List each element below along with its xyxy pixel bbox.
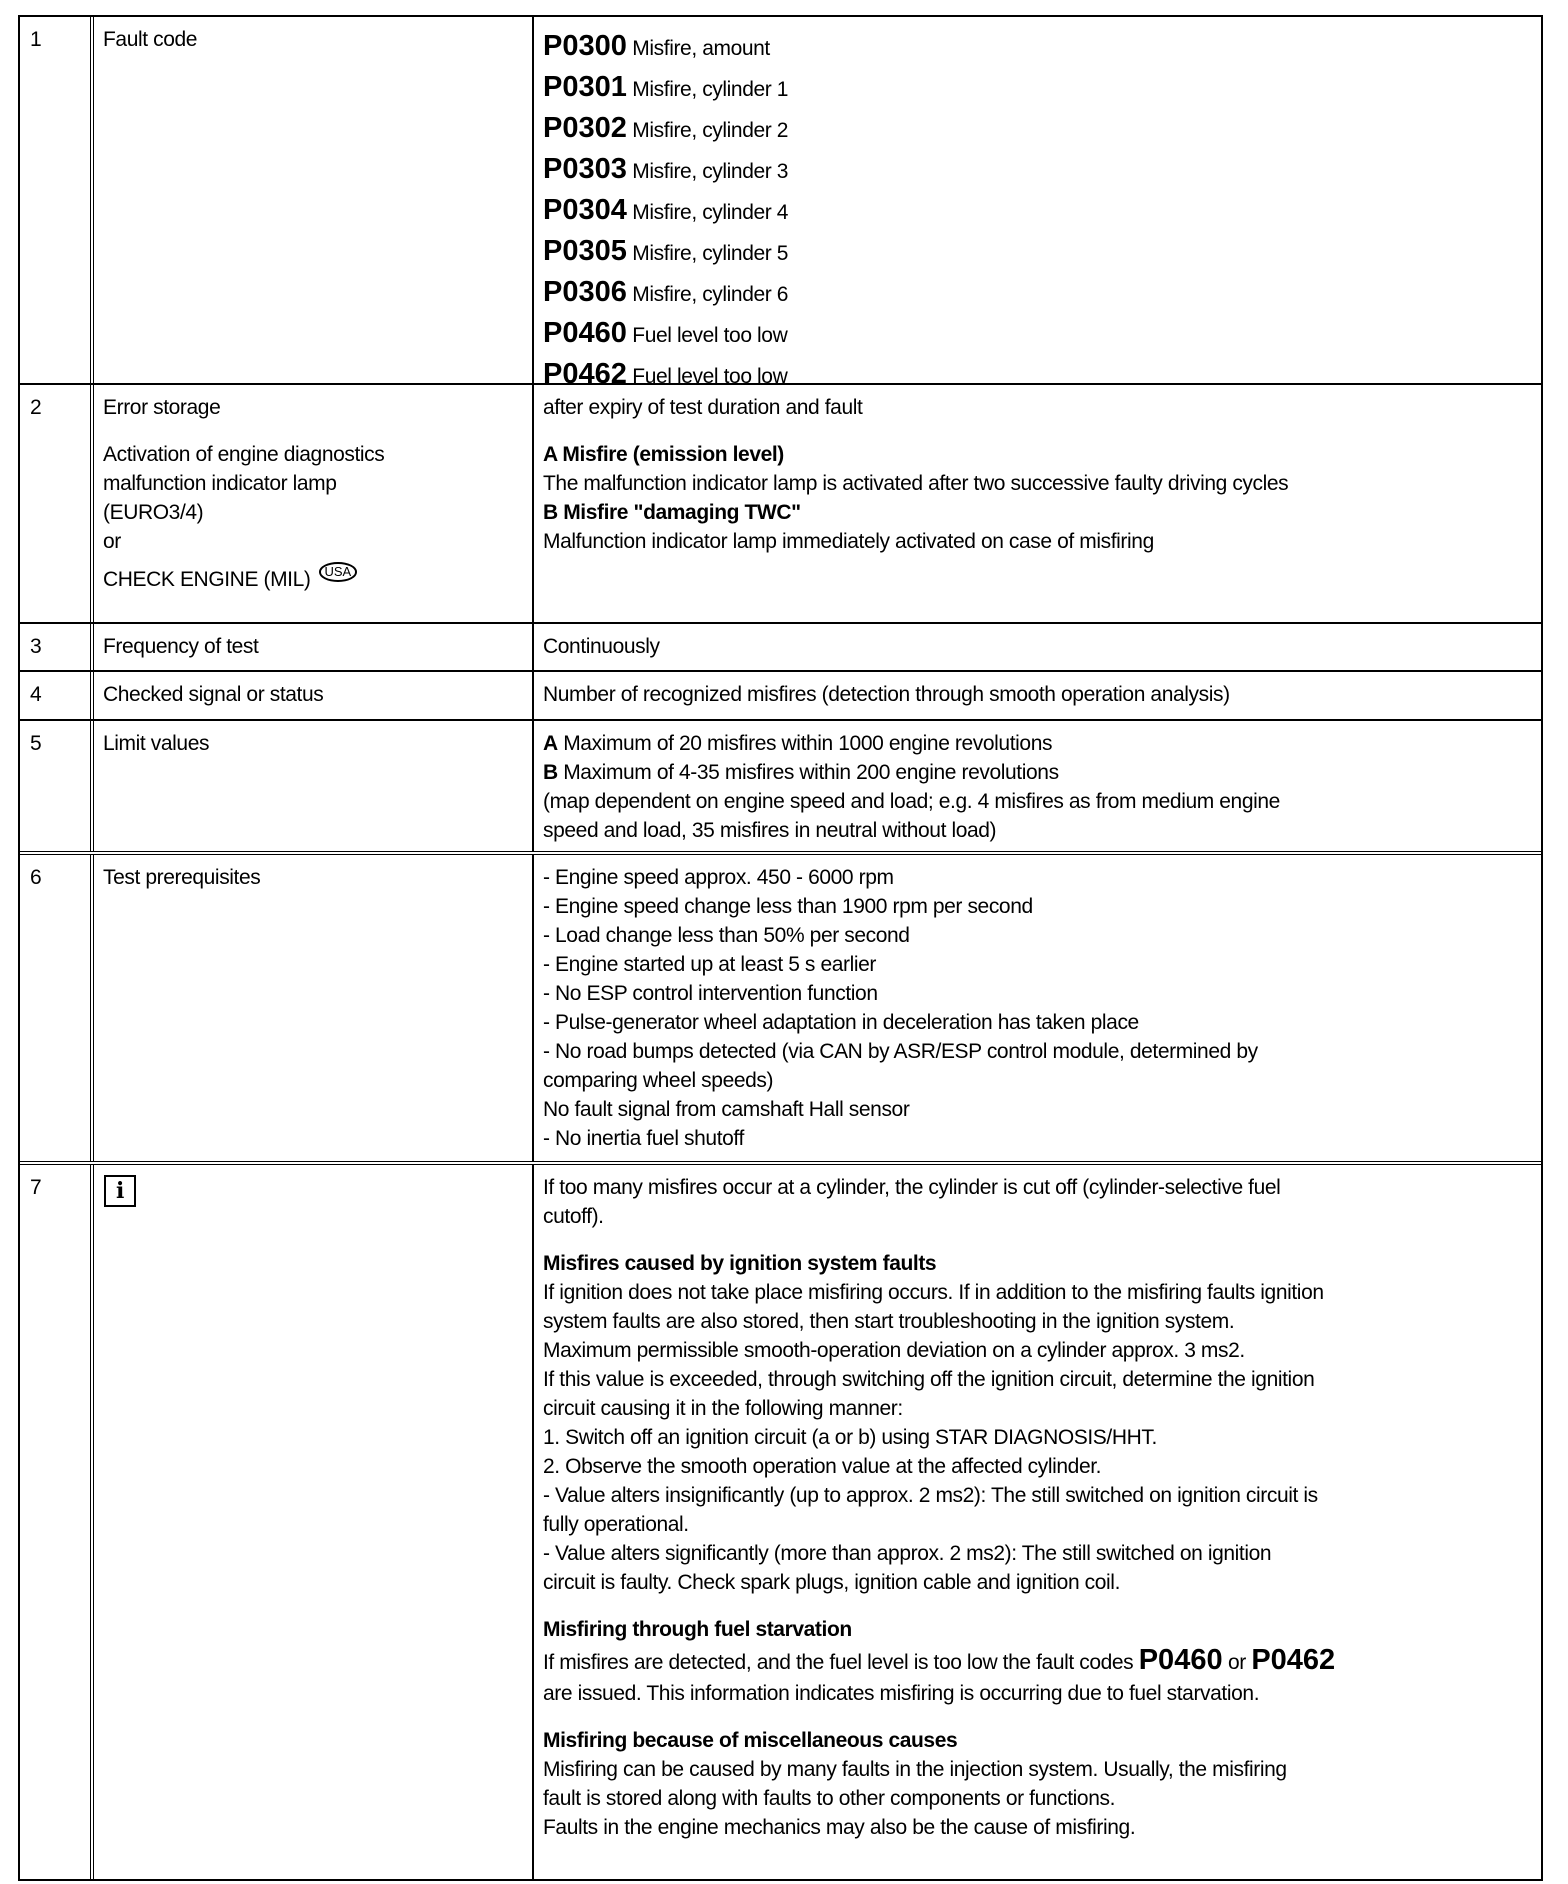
row-label: Checked signal or status <box>103 683 324 706</box>
limit-b <box>543 758 1541 787</box>
usa-badge-icon: USA <box>319 562 358 582</box>
ignition-text-line: - Value alters significantly (more than approx. 2 ms2): The still switched on ignition <box>543 1542 1272 1565</box>
fault-code-description: Misfire, cylinder 5 <box>632 242 789 265</box>
intro-line: cutoff). <box>543 1205 604 1228</box>
fault-code: P0304 <box>543 194 627 226</box>
fault-code-item <box>543 273 1541 314</box>
row-number: 6 <box>30 866 42 889</box>
fault-code-item <box>543 191 1541 232</box>
fault-code-description: Misfire, amount <box>632 37 770 60</box>
limit-b-prefix: B <box>543 761 558 784</box>
error-storage-value: after expiry of test duration and fault <box>543 396 863 419</box>
check-engine-label <box>103 565 532 594</box>
misfire-b-text: Malfunction indicator lamp immediately activated on case of misfiring <box>543 530 1154 553</box>
row-label: Fault code <box>103 28 198 51</box>
limit-b-text: Maximum of 4-35 misfires within 200 engine revolutions <box>557 761 1059 784</box>
ignition-text-line: system faults are also stored, then start troubleshooting in the ignition system. <box>543 1310 1235 1333</box>
fault-code: P0462 <box>543 358 627 390</box>
row-number: 4 <box>30 683 42 706</box>
fault-code-description: Misfire, cylinder 3 <box>632 160 789 183</box>
fault-code: P0300 <box>543 30 627 62</box>
ignition-text-line: 2. Observe the smooth operation value at the affected cylinder. <box>543 1455 1102 1478</box>
row-label: Limit values <box>103 732 210 755</box>
ignition-text-line: If this value is exceeded, through switching off the ignition circuit, determine the ignition <box>543 1368 1315 1391</box>
fault-code-item <box>543 150 1541 191</box>
misc-causes-heading: Misfiring because of miscellaneous causes <box>543 1729 958 1752</box>
prerequisite-item: - Engine started up at least 5 s earlier <box>543 953 877 976</box>
limit-a-text: Maximum of 20 misfires within 1000 engine revolutions <box>557 732 1053 755</box>
misc-text-line: Faults in the engine mechanics may also be the cause of misfiring. <box>543 1816 1136 1839</box>
ignition-text-line: Maximum permissible smooth-operation deviation on a cylinder approx. 3 ms2. <box>543 1339 1245 1362</box>
row-label: Test prerequisites <box>103 866 261 889</box>
prerequisite-item: - Engine speed change less than 1900 rpm per second <box>543 895 1033 918</box>
table-row-limit-values <box>20 721 1541 855</box>
check-engine-text: CHECK ENGINE (MIL) <box>103 568 311 591</box>
prerequisite-item: comparing wheel speeds) <box>543 1069 774 1092</box>
prerequisite-item: - No ESP control intervention function <box>543 982 878 1005</box>
activation-label-line: malfunction indicator lamp <box>103 472 337 495</box>
limit-a-prefix: A <box>543 732 558 755</box>
misc-text-line: fault is stored along with faults to other components or functions. <box>543 1787 1116 1810</box>
fault-code-list <box>534 17 1541 390</box>
activation-label-line: or <box>103 530 121 553</box>
prerequisite-item: - Load change less than 50% per second <box>543 924 910 947</box>
row-value: Number of recognized misfires (detection through smooth operation analysis) <box>543 683 1230 706</box>
row-number: 1 <box>30 28 42 51</box>
table-row-frequency <box>20 624 1541 672</box>
fault-code-ref: P0462 <box>1251 1644 1336 1676</box>
prerequisite-item: - Pulse-generator wheel adaptation in deceleration has taken place <box>543 1011 1139 1034</box>
prerequisite-item: - No inertia fuel shutoff <box>543 1127 744 1150</box>
row-number: 5 <box>30 732 42 755</box>
row-label: Error storage <box>103 396 221 419</box>
fault-code: P0306 <box>543 276 627 308</box>
misfire-b-heading: B Misfire "damaging TWC" <box>543 501 801 524</box>
misc-text-line: Misfiring can be caused by many faults in the injection system. Usually, the misfiring <box>543 1758 1287 1781</box>
fault-code-description: Misfire, cylinder 2 <box>632 119 789 142</box>
fault-code-description: Fuel level too low <box>632 324 788 347</box>
limit-a <box>543 729 1541 758</box>
limit-note-line: (map dependent on engine speed and load; e.g. 4 misfires as from medium engine <box>543 790 1280 813</box>
ignition-text-line: circuit is faulty. Check spark plugs, ignition cable and ignition coil. <box>543 1571 1121 1594</box>
misfire-a-text: The malfunction indicator lamp is activated after two successive faulty driving cycles <box>543 472 1289 495</box>
fuel-starvation-text <box>543 1644 1541 1679</box>
table-row-error-storage <box>20 385 1541 624</box>
ignition-text-line: circuit causing it in the following manner: <box>543 1397 903 1420</box>
fuel-or: or <box>1222 1651 1252 1674</box>
row-value: Continuously <box>543 635 660 658</box>
ignition-text-line: - Value alters insignificantly (up to approx. 2 ms2): The still switched on ignition circuit is <box>543 1484 1318 1507</box>
prerequisite-item: No fault signal from camshaft Hall sensor <box>543 1098 910 1121</box>
fault-code-item <box>543 232 1541 273</box>
fault-info-table <box>18 15 1543 1881</box>
misfire-a-heading: A Misfire (emission level) <box>543 443 784 466</box>
row-number: 2 <box>30 396 42 419</box>
row-number: 3 <box>30 635 42 658</box>
fault-code-item <box>543 314 1541 355</box>
limit-note-line: speed and load, 35 misfires in neutral without load) <box>543 819 997 842</box>
ignition-text-line: 1. Switch off an ignition circuit (a or b) using STAR DIAGNOSIS/HHT. <box>543 1426 1157 1449</box>
ignition-text-line: If ignition does not take place misfiring occurs. If in addition to the misfiring faults ignition <box>543 1281 1324 1304</box>
fault-code: P0305 <box>543 235 627 267</box>
fault-code-description: Fuel level too low <box>632 365 788 388</box>
fault-code-description: Misfire, cylinder 4 <box>632 201 789 224</box>
fault-code-item <box>543 27 1541 68</box>
ignition-text-line: fully operational. <box>543 1513 689 1536</box>
info-icon: i <box>104 1175 136 1207</box>
fuel-text: If misfires are detected, and the fuel level is too low the fault codes <box>543 1651 1139 1674</box>
fault-code-item <box>543 109 1541 150</box>
intro-line: If too many misfires occur at a cylinder, the cylinder is cut off (cylinder-selective fuel <box>543 1176 1281 1199</box>
fault-code: P0460 <box>543 317 627 349</box>
table-row-notes <box>20 1165 1541 1879</box>
row-number: 7 <box>30 1176 42 1199</box>
activation-label-line: Activation of engine diagnostics <box>103 443 385 466</box>
activation-label-line: (EURO3/4) <box>103 501 204 524</box>
fuel-starvation-heading: Misfiring through fuel starvation <box>543 1618 852 1641</box>
fault-code-ref: P0460 <box>1138 1644 1223 1676</box>
table-row-checked-signal <box>20 672 1541 721</box>
fault-code-description: Misfire, cylinder 6 <box>632 283 789 306</box>
table-row-fault-code <box>20 17 1541 390</box>
prerequisite-item: - Engine speed approx. 450 - 6000 rpm <box>543 866 894 889</box>
table-row-test-prerequisites <box>20 855 1541 1165</box>
ignition-heading: Misfires caused by ignition system faults <box>543 1252 937 1275</box>
fault-code-item <box>543 68 1541 109</box>
fault-code-description: Misfire, cylinder 1 <box>632 78 789 101</box>
fault-code: P0302 <box>543 112 627 144</box>
fault-code: P0303 <box>543 153 627 185</box>
prerequisite-item: - No road bumps detected (via CAN by ASR/ESP control module, determined by <box>543 1040 1258 1063</box>
fuel-starvation-text-2: are issued. This information indicates misfiring is occurring due to fuel starvation. <box>543 1682 1260 1705</box>
row-label: Frequency of test <box>103 635 259 658</box>
fault-code: P0301 <box>543 71 627 103</box>
